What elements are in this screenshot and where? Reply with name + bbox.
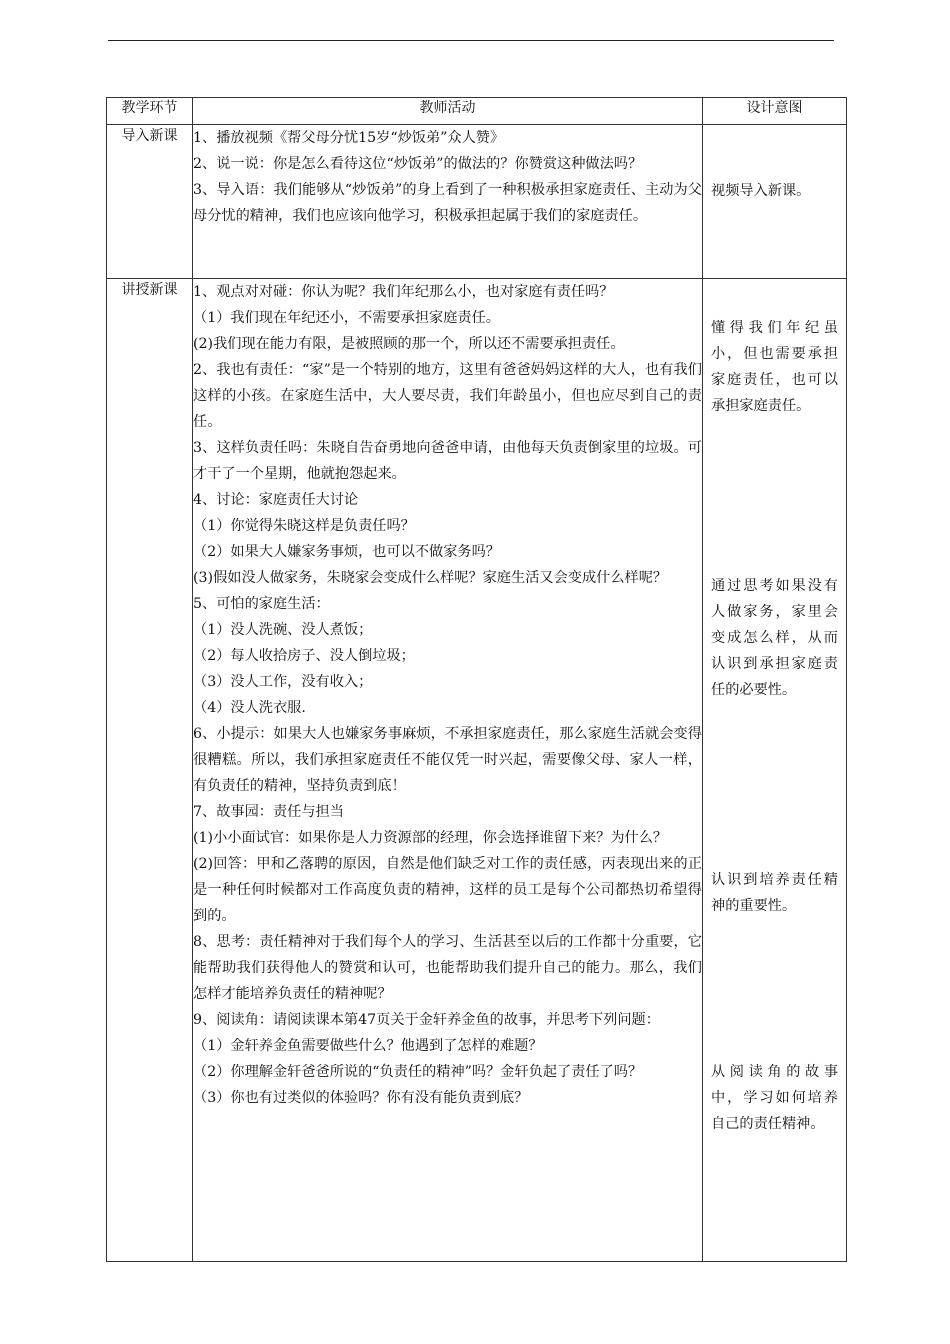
new-lesson-intents <box>703 279 847 1262</box>
header-rule <box>108 40 834 41</box>
header-teacher-activity: 教师活动 <box>193 98 703 125</box>
activity-item: （3）你也有过类似的体验吗？你有没有能负责到底？ <box>193 1090 529 1106</box>
activity-item: (3)假如没人做家务，朱晓家会变成什么样呢？家庭生活又会变成什么样呢？ <box>193 570 668 586</box>
activity-item: 4、讨论：家庭责任大讨论 <box>193 492 359 508</box>
table-header-row <box>107 98 847 125</box>
activity-item: 6、小提示：如果大人也嫌家务事麻烦，不承担家庭责任，那么家庭生活就会变得很糟糕。所以，我们承担家庭责任不能仅凭一时兴起，需要像父母、家人一样，有负责任的精神，坚持负责到底！ <box>193 726 702 794</box>
intent-text: 视频导入新课。 <box>711 183 811 199</box>
intent-text: 从阅读角的故事中，学习如何培养自己的责任精神。 <box>711 1064 838 1132</box>
intent-text: 懂得我们年纪虽小，但也需要承担家庭责任，也可以承担家庭责任。 <box>711 320 838 414</box>
activity-item: 2、说一说：你是怎么看待这位“炒饭弟”的做法的？你赞赏这种做法吗？ <box>193 156 643 172</box>
activity-item: （4）没人洗衣服. <box>193 700 306 716</box>
intro-intent <box>703 125 847 279</box>
stage-new-lesson: 讲授新课 <box>107 279 193 1262</box>
activity-item: （2）如果大人嫌家务事烦，也可以不做家务吗？ <box>193 544 500 560</box>
activity-item: 8、思考：责任精神对于我们每个人的学习、生活甚至以后的工作都十分重要，它能帮助我们获得他人的赞赏和认可，也能帮助我们提升自己的能力。那么，我们怎样才能培养负责任的精神呢？ <box>193 934 702 1002</box>
activity-item: (2)我们现在能力有限，是被照顾的那一个，所以还不需要承担责任。 <box>193 336 625 352</box>
activity-item: 3、导入语：我们能够从“炒饭弟”的身上看到了一种积极承担家庭责任、主动为父母分忧的精神，我们也应该向他学习，积极承担起属于我们的家庭责任。 <box>193 182 702 224</box>
activity-item: （1）我们现在年纪还小，不需要承担家庭责任。 <box>193 310 500 326</box>
activity-item: （1）没人洗碗、没人煮饭； <box>193 622 373 638</box>
activity-item: （1）你觉得朱晓这样是负责任吗？ <box>193 518 415 534</box>
activity-item: (2)回答：甲和乙落聘的原因，自然是他们缺乏对工作的责任感，丙表现出来的正是一种任何时候都对工作高度负责的精神，这样的员工是每个公司都热切希望得到的。 <box>193 856 702 924</box>
activity-item: 1、播放视频《帮父母分忧15岁“炒饭弟”众人赞》 <box>193 130 505 146</box>
activity-item: 3、这样负责任吗：朱晓自告奋勇地向爸爸申请，由他每天负责倒家里的垃圾。可才干了一个星期，他就抱怨起来。 <box>193 440 702 482</box>
table-row-new-lesson <box>107 279 847 1262</box>
table-row-intro <box>107 125 847 279</box>
header-design-intent: 设计意图 <box>703 98 847 125</box>
new-lesson-activities <box>193 279 703 1262</box>
intent-text: 认识到培养责任精神的重要性。 <box>711 872 838 914</box>
intent-text: 通过思考如果没有人做家务，家里会变成怎么样，从而认识到承担家庭责任的必要性。 <box>711 578 838 698</box>
lesson-plan-table <box>106 97 847 1262</box>
activity-item: 1、观点对对碰：你认为呢？我们年纪那么小，也对家庭有责任吗？ <box>193 284 614 300</box>
stage-intro: 导入新课 <box>107 125 193 279</box>
header-stage: 教学环节 <box>107 98 193 125</box>
activity-item: （2）每人收拾房子、没人倒垃圾； <box>193 648 415 664</box>
activity-item: （3）没人工作，没有收入； <box>193 674 373 690</box>
activity-item: 9、阅读角：请阅读课本第47页关于金轩养金鱼的故事，并思考下列问题： <box>193 1012 660 1028</box>
activity-item: （2）你理解金轩爸爸所说的“负责任的精神”吗？金轩负起了责任了吗？ <box>193 1064 643 1080</box>
activity-item: 2、我也有责任：“家”是一个特别的地方，这里有爸爸妈妈这样的大人，也有我们这样的小孩。在家庭生活中，大人要尽责，我们年龄虽小，但也应尽到自己的责任。 <box>193 362 702 430</box>
intro-activities <box>193 125 703 279</box>
activity-item: 7、故事园：责任与担当 <box>193 804 344 820</box>
activity-item: 5、可怕的家庭生活： <box>193 596 330 612</box>
activity-item: （1）金轩养金鱼需要做些什么？他遇到了怎样的难题？ <box>193 1038 543 1054</box>
activity-item: (1)小小面试官：如果你是人力资源部的经理，你会选择谁留下来？为什么？ <box>193 830 668 846</box>
